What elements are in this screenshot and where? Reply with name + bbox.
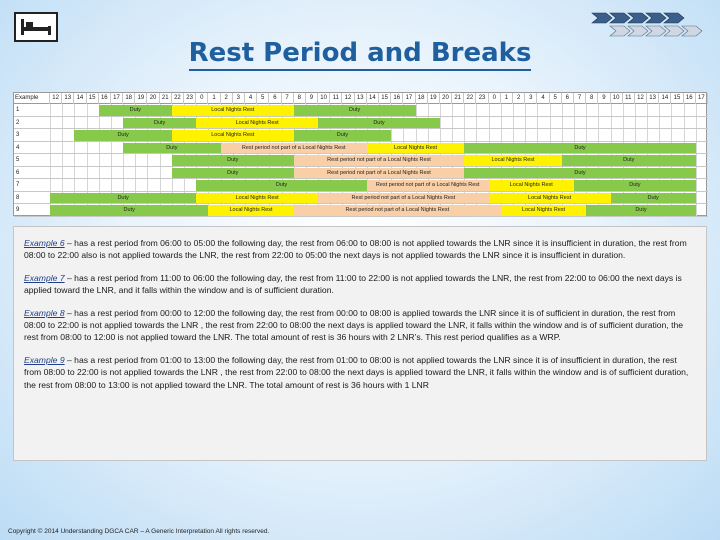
duty-segment: Duty [50, 193, 196, 204]
table-row [14, 167, 708, 180]
hour-tick-label: 7 [282, 93, 294, 104]
example-text: – has a rest period from 11:00 to 06:00 the following day, the rest from 11:00 to 22:00 is not applied towards the LNR, the rest from 22:00 to 06:00 the next days is applied toward the LNR, and it falls within the window and is of sufficient duration. [24, 272, 682, 296]
hour-tick-label: 9 [306, 93, 318, 104]
hour-tick-label: 14 [659, 93, 671, 104]
table-row [14, 104, 708, 117]
hour-tick-label: 6 [562, 93, 574, 104]
hour-tick-label: 4 [537, 93, 549, 104]
examples-panel [13, 226, 707, 461]
row-label: 2 [16, 119, 20, 126]
table-row [14, 117, 708, 130]
hour-tick-label: 4 [245, 93, 257, 104]
copyright-footer: Copyright © 2014 Understanding DGCA CAR – A Generic Interpretation All rights reserved. [8, 528, 270, 535]
example-paragraph [24, 272, 696, 297]
example-text: – has a rest period from 06:00 to 05:00 the following day, the rest from 06:00 to 08:00 is not applied towards the LNR since it is insufficient in duration, the rest from 08:00 to 22:00 also is not applied towards the LNR, the rest from 22:00 to 05:00 the next days is not applied towards the LNR since it is insufficient in duration. [24, 238, 687, 261]
row-label: 5 [16, 157, 20, 163]
duty-segment: Duty [123, 143, 220, 154]
hour-tick-label: 11 [623, 93, 635, 104]
hour-tick-label: 10 [318, 93, 330, 104]
hour-tick-label: 21 [452, 93, 464, 104]
page-title: Rest Period and Breaks [0, 38, 720, 68]
rest-segment: Rest period not part of a Local Nights Rest [294, 205, 501, 216]
hour-tick-label: 0 [489, 93, 501, 104]
hour-tick-label: 12 [50, 93, 62, 104]
hour-tick-label: 22 [464, 93, 476, 104]
duty-segment: Duty [99, 105, 172, 116]
duty-segment: Duty [464, 143, 696, 154]
hour-tick-label: 1 [501, 93, 513, 104]
lnr-segment: Local Nights Rest [501, 205, 586, 216]
hour-tick-label: 17 [696, 93, 708, 104]
hour-tick-label: 14 [74, 93, 86, 104]
hour-tick-label: 13 [355, 93, 367, 104]
hour-tick-label: 8 [294, 93, 306, 104]
table-row [14, 142, 708, 155]
hour-tick-label: 15 [671, 93, 683, 104]
hour-tick-label: 22 [172, 93, 184, 104]
duty-segment: Duty [123, 118, 196, 129]
row-label: 3 [16, 132, 20, 138]
hour-tick-label: 12 [342, 93, 354, 104]
hour-tick-label: 18 [416, 93, 428, 104]
row-label: 6 [16, 169, 20, 176]
rest-segment: Rest period not part of a Local Nights Rest [294, 168, 465, 179]
hour-tick-label: 1 [208, 93, 220, 104]
hour-tick-label: 0 [196, 93, 208, 104]
row-label: 1 [16, 107, 20, 113]
hour-tick-label: 10 [611, 93, 623, 104]
hour-tick-label: 11 [330, 93, 342, 104]
hour-tick-label: 2 [221, 93, 233, 104]
rest-period-timeline-table [13, 92, 707, 216]
hour-tick-label: 9 [598, 93, 610, 104]
table-row [14, 204, 708, 217]
hour-tick-label: 2 [513, 93, 525, 104]
hour-tick-label: 3 [233, 93, 245, 104]
hour-tick-label: 23 [184, 93, 196, 104]
example-paragraph [24, 307, 696, 344]
duty-segment: Duty [586, 205, 696, 216]
hour-tick-label: 20 [147, 93, 159, 104]
hour-tick-label: 17 [111, 93, 123, 104]
hour-tick-label: 19 [135, 93, 147, 104]
hour-tick-label: 18 [123, 93, 135, 104]
hour-tick-label: 8 [586, 93, 598, 104]
duty-segment: Duty [50, 205, 208, 216]
lnr-segment: Local Nights Rest [464, 155, 561, 166]
row-label: 9 [16, 207, 20, 213]
duty-segment: Duty [574, 180, 696, 191]
rest-segment: Rest period not part of a Local Nights Rest [221, 143, 367, 154]
lnr-segment: Local Nights Rest [208, 205, 293, 216]
hour-tick-label: 17 [403, 93, 415, 104]
lnr-segment: Local Nights Rest [489, 193, 611, 204]
duty-segment: Duty [172, 155, 294, 166]
table-row [14, 192, 708, 205]
table-row [14, 179, 708, 192]
hour-tick-label: 12 [635, 93, 647, 104]
row-label: 8 [16, 194, 20, 201]
lnr-segment: Local Nights Rest [196, 118, 318, 129]
row-label: 4 [16, 144, 20, 151]
duty-segment: Duty [562, 155, 696, 166]
lnr-segment: Local Nights Rest [172, 130, 294, 141]
hour-tick-label: 16 [99, 93, 111, 104]
duty-segment: Duty [318, 118, 440, 129]
hour-tick-label: 21 [160, 93, 172, 104]
hour-tick-label: 5 [550, 93, 562, 104]
hour-tick-label: 16 [391, 93, 403, 104]
example-text: – has a rest period from 00:00 to 12:00 the following day, the rest from 00:00 to 08:00 is applied towards the LNR since it is of sufficient in duration, the rest from 08:00 to 22:00 is not applied towards the LNR , the rest from 22:00 to 08:00 the next days is applied toward the LNR, it falls within the window and is of sufficient duration, the rest from 08:00 to 12:00 is not applied toward the LNR. The total amount of rest is 36 hours with 2 LNR’s. This rest period qualifies as a WRP. [24, 307, 684, 343]
example-lead: Example 8 [24, 307, 65, 318]
rest-segment: Rest period not part of a Local Nights Rest [318, 193, 489, 204]
lnr-segment: Local Nights Rest [367, 143, 464, 154]
hour-tick-label: 19 [428, 93, 440, 104]
example-text: – has a rest period from 01:00 to 13:00 the following day, the rest from 01:00 to 08:00 is not applied towards the LNR since it is of insufficient in duration, the rest from 08:00 to 22:00 is not applied towards the LNR , the rest from 22:00 to 08:00 the next days is applied toward the LNR, it falls within the window and is of sufficient duration, the rest from 08:00 to 13:00 is not applied toward the LNR. The total amount of rest is 36 hours with 1 LNR [24, 354, 689, 390]
example-paragraph [24, 354, 696, 391]
chevron-arrows-icon [590, 10, 708, 40]
rest-segment: Rest period not part of a Local Nights Rest [294, 155, 465, 166]
duty-segment: Duty [196, 180, 367, 191]
hour-tick-label: 3 [525, 93, 537, 104]
lnr-segment: Local Nights Rest [172, 105, 294, 116]
hour-tick-label: 14 [367, 93, 379, 104]
duty-segment: Duty [74, 130, 171, 141]
hour-tick-label: 13 [647, 93, 659, 104]
hour-tick-label: 5 [257, 93, 269, 104]
lnr-segment: Local Nights Rest [489, 180, 574, 191]
row-label: 7 [16, 182, 20, 188]
rest-segment: Rest period not part of a Local Nights Rest [367, 180, 489, 191]
duty-segment: Duty [464, 168, 696, 179]
hour-tick-label: 6 [269, 93, 281, 104]
table-row [14, 129, 708, 142]
lnr-segment: Local Nights Rest [196, 193, 318, 204]
hour-tick-label: 15 [87, 93, 99, 104]
hour-tick-label: 7 [574, 93, 586, 104]
example-lead: Example 9 [24, 354, 65, 365]
hour-tick-label: 15 [379, 93, 391, 104]
duty-segment: Duty [611, 193, 696, 204]
example-lead: Example 6 [24, 238, 65, 248]
duty-segment: Duty [294, 130, 391, 141]
hour-tick-label: 13 [62, 93, 74, 104]
table-row [14, 154, 708, 167]
header-label: Example [14, 93, 50, 104]
hour-tick-label: 16 [684, 93, 696, 104]
hours-header-row [14, 93, 708, 104]
example-lead: Example 7 [24, 272, 65, 283]
hour-tick-label: 23 [476, 93, 488, 104]
duty-segment: Duty [172, 168, 294, 179]
example-paragraph [24, 237, 696, 262]
hour-tick-label: 20 [440, 93, 452, 104]
duty-segment: Duty [294, 105, 416, 116]
